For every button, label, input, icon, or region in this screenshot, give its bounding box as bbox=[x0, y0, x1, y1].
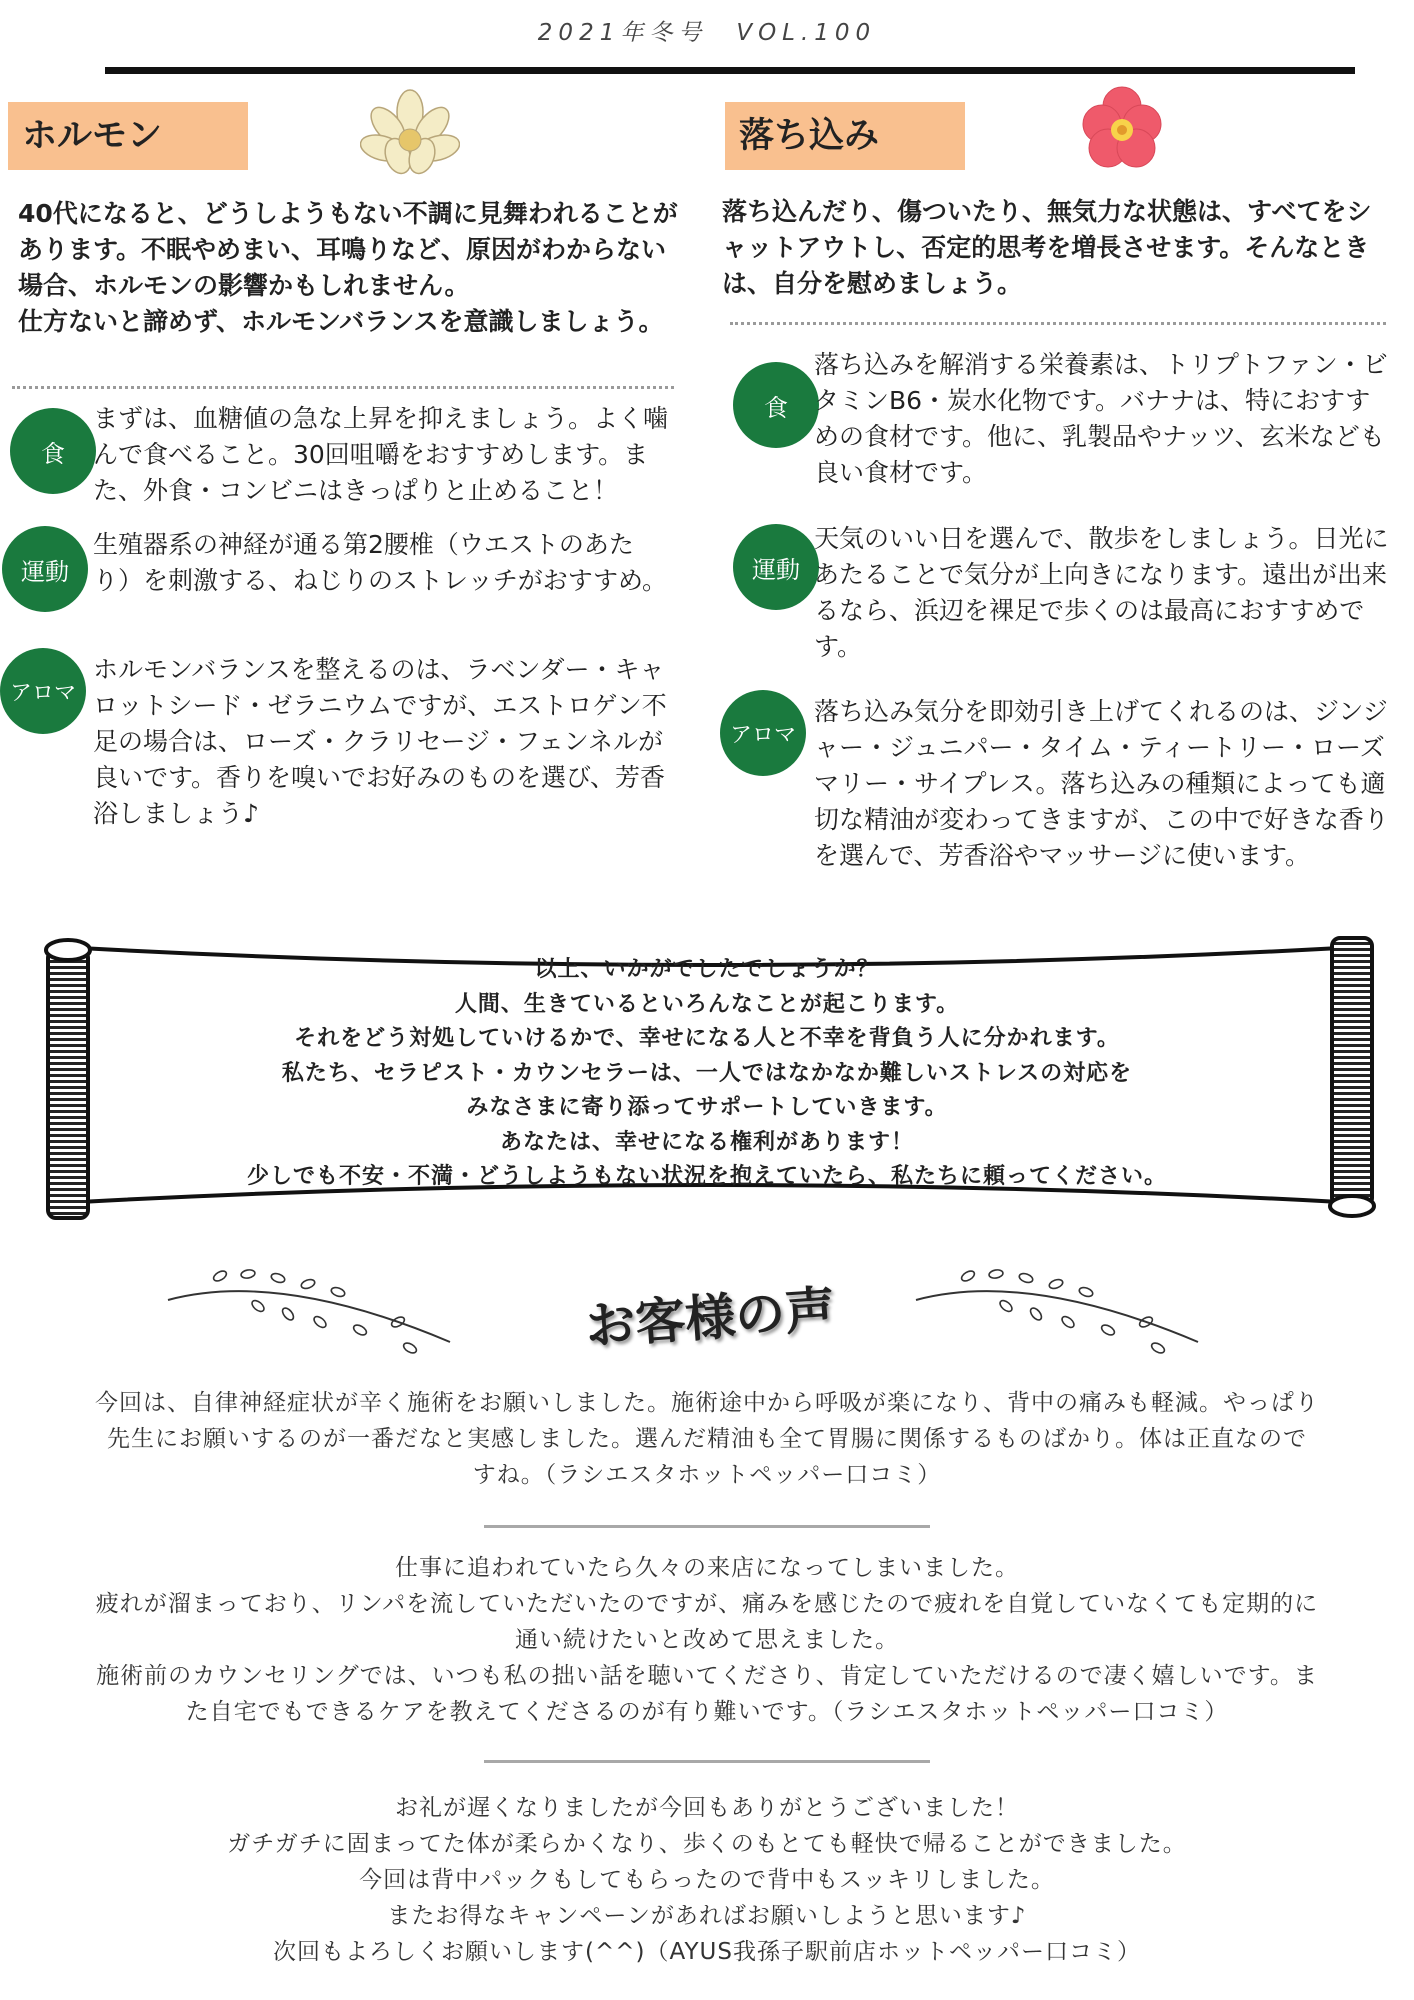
depression-intro: 落ち込んだり、傷ついたり、無気力な状態は、すべてをシャットアウトし、否定的思考を増長させます。そんなときは、自分を慰めましょう。 bbox=[722, 197, 1372, 298]
voice-line: 通い続けたいと改めて思えました。 bbox=[515, 1627, 899, 1653]
branch-right-icon bbox=[908, 1262, 1208, 1362]
voice-line: お礼が遅くなりましたが今回もありがとうございました！ bbox=[395, 1795, 1019, 1821]
voice-separator bbox=[484, 1760, 930, 1763]
white-flower-icon bbox=[360, 88, 460, 178]
aroma-badge: アロマ bbox=[720, 690, 806, 776]
depression-heading: 落ち込み bbox=[725, 102, 965, 170]
hormone-divider bbox=[12, 386, 674, 389]
voice-line: 疲れが溜まっており、リンパを流していただいたのですが、痛みを感じたので疲れを自覚していなくても定期的に bbox=[95, 1591, 1319, 1617]
branch-left-icon bbox=[160, 1262, 460, 1362]
exercise-badge: 運動 bbox=[733, 524, 819, 610]
voice-review-1 bbox=[30, 1385, 1384, 1493]
scroll-line: それをどう対処していけるかで、幸せになる人と不幸を背負う人に分かれます。 bbox=[294, 1026, 1120, 1051]
hormone-intro: 40代になると、どうしようもない不調に見舞われることがあります。不眠やめまい、耳鳴りなど、原因がわからない場合、ホルモンの影響かもしれません。 仕方ないと諦めず、ホルモンバランスを意識しましょう。 bbox=[18, 199, 678, 336]
hormone-aroma-text: ホルモンバランスを整えるのは、ラベンダー・キャロットシード・ゼラニウムですが、エストロゲン不足の場合は、ローズ・クラリセージ・フェンネルが良いです。香りを嗅いでお好みのものを選び、芳香浴しましょう♪ bbox=[93, 655, 667, 828]
scroll-line: 少しでも不安・不満・どうしようもない状況を抱えていたら、私たちに頼ってください。 bbox=[246, 1164, 1167, 1189]
voice-line: 先生にお願いするのが一番だなと実感しました。選んだ精油も全て胃腸に関係するものばかり。体は正直なので bbox=[107, 1426, 1307, 1452]
voice-review-2 bbox=[30, 1550, 1384, 1730]
depression-food-text: 落ち込みを解消する栄養素は、トリプトファン・ビタミンB6・炭水化物です。バナナは、特におすすめの食材です。他に、乳製品やナッツ、玄米なども良い食材です。 bbox=[814, 350, 1388, 487]
header-rule bbox=[105, 67, 1355, 74]
voices-title: お客様の声 bbox=[583, 1280, 837, 1356]
voice-line: た自宅でもできるケアを教えてくださるのが有り難いです。（ラシエスタホットペッパー口コミ） bbox=[185, 1699, 1229, 1725]
depression-exercise-text: 天気のいい日を選んで、散歩をしましょう。日光にあたることで気分が上向きになります。遠出が出来るなら、浜辺を裸足で歩くのは最高におすすめです。 bbox=[814, 524, 1389, 661]
voice-line: 今回は、自律神経症状が辛く施術をお願いしました。施術途中から呼吸が楽になり、背中の痛みも軽減。やっぱり bbox=[95, 1390, 1319, 1416]
scroll-line: 人間、生きているといろんなことが起こります。 bbox=[454, 991, 960, 1017]
aroma-badge: アロマ bbox=[0, 648, 86, 734]
hormone-heading: ホルモン bbox=[8, 102, 248, 170]
voice-line: 次回もよろしくお願いします(^^)（AYUS我孫子駅前店ホットペッパー口コミ） bbox=[273, 1939, 1141, 1965]
voice-separator bbox=[484, 1525, 930, 1528]
scroll-line: あなたは、幸せになる権利があります！ bbox=[499, 1129, 914, 1155]
scroll-line: 以上、いかがでしたでしょうか？ bbox=[534, 957, 880, 982]
depression-divider bbox=[730, 322, 1386, 325]
food-badge: 食 bbox=[733, 362, 819, 448]
hormone-food-text: まずは、血糖値の急な上昇を抑えましょう。よく噛んで食べること。30回咀嚼をおすすめします。また、外食・コンビニはきっぱりと止めること！ bbox=[93, 404, 669, 505]
scroll-line: 私たち、セラピスト・カウンセラーは、一人ではなかなか難しいストレスの対応を bbox=[281, 1060, 1133, 1086]
voice-line: 今回は背中パックもしてもらったので背中もスッキリしました。 bbox=[359, 1867, 1055, 1893]
voice-line: またお得なキャンペーンがあればお願いしようと思います♪ bbox=[387, 1903, 1027, 1929]
voice-line: 仕事に追われていたら久々の来店になってしまいました。 bbox=[395, 1555, 1019, 1581]
scroll-message bbox=[150, 953, 1264, 1195]
red-flower-icon bbox=[1080, 86, 1164, 174]
scroll-line: みなさまに寄り添ってサポートしていきます。 bbox=[466, 1095, 948, 1120]
exercise-badge: 運動 bbox=[2, 526, 88, 612]
hormone-exercise-text: 生殖器系の神経が通る第2腰椎（ウエストのあたり）を刺激する、ねじりのストレッチがおすすめ。 bbox=[93, 530, 668, 595]
voice-line: すね。（ラシエスタホットペッパー口コミ） bbox=[472, 1462, 942, 1488]
voice-line: ガチガチに固まってた体が柔らかくなり、歩くのもとても軽快で帰ることができました。 bbox=[227, 1831, 1187, 1857]
food-badge: 食 bbox=[10, 408, 96, 494]
voice-line: 施術前のカウンセリングでは、いつも私の拙い話を聴いてくださり、肯定していただけるので凄く嬉しいです。ま bbox=[96, 1663, 1318, 1689]
depression-aroma-text: 落ち込み気分を即効引き上げてくれるのは、ジンジャー・ジュニパー・タイム・ティートリー・ローズマリー・サイプレス。落ち込みの種類によっても適切な精油が変わってきますが、この中で好きな香りを選んで、芳香浴やマッサージに使います。 bbox=[814, 697, 1389, 870]
issue-label: 2021年冬号 VOL.100 bbox=[537, 20, 877, 46]
voice-review-3 bbox=[30, 1790, 1384, 1970]
